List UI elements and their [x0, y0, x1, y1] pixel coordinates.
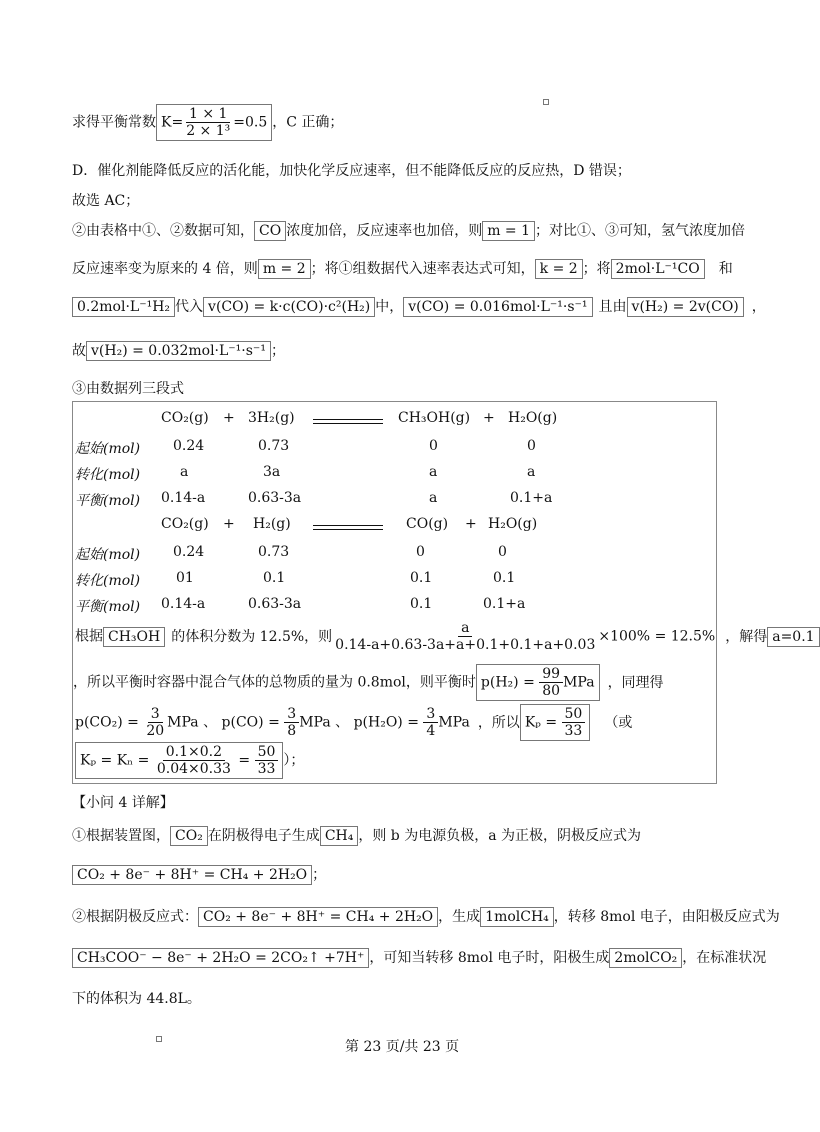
table1-row-initial: 起始(mol) 0.24 0.73 0 0 — [75, 438, 536, 457]
v-h2-value: v(H₂) = 0.032mol·L⁻¹·s⁻¹ — [86, 341, 271, 361]
q4-line2: CO₂ + 8e⁻ + 8H⁺ = CH₄ + 2H₂O ； — [72, 864, 326, 885]
v-co-value: v(CO) = 0.016mol·L⁻¹·s⁻¹ — [403, 297, 592, 317]
option-d-text: D．催化剂能降低反应的活化能，加快化学反应速率，但不能降低反应的反应热，D 错误； — [72, 163, 631, 179]
k-expression: K= $\frac{1 \times 1}{\text{2 × 1³}}$ =0.5 — [156, 104, 272, 141]
answer-choice: 故选 AC； — [72, 193, 140, 209]
q4-line1: ①根据装置图， CO₂ 在阴极得电子生成 CH₄ ，则 b 为电源负极，a 为正极，阴极反应式为 — [72, 828, 642, 844]
kp-value: Kₚ = $\frac{50}{33}$ — [520, 704, 591, 741]
anode-equation: CH₃COO⁻ − 8e⁻ + 2H₂O = 2CO₂↑ +7H⁺ — [72, 948, 369, 968]
table1-row-change: 转化(mol) a 3a a a — [75, 464, 536, 483]
scan-mark-bottom — [156, 1036, 162, 1042]
equation-2: CO₂(g) + H₂(g) CO(g) + H₂O(g) — [161, 516, 538, 532]
ch4-formula: CH₄ — [320, 826, 359, 846]
cathode-equation: CO₂ + 8e⁻ + 8H⁺ = CH₄ + 2H₂O — [72, 865, 312, 885]
table2-row-change: 转化(mol) 01 0.1 0.1 0.1 — [75, 570, 516, 589]
equilibrium-constant-line: 求得平衡常数 K= $\frac{1 \times 1}{\text{2 × 1³}}$ =0.5 ，C 正确； — [72, 104, 343, 141]
h2-concentration: 0.2mol·L⁻¹H₂ — [72, 297, 175, 317]
table2-row-initial: 起始(mol) 0.24 0.73 0 0 — [75, 544, 507, 563]
volume-fraction-line: 根据 CH₃OH 的体积分数为 12.5%，则 $\frac{a}{0.14-a+0.63-3a+a+0.1+0.1+a+0.03}$ ×100% = 12.5% ，解得 a=0.1 — [75, 620, 820, 653]
co2-formula: CO₂ — [170, 826, 208, 846]
volume-fraction: $\frac{a}{0.14-a+0.63-3a+a+0.1+0.1+a+0.03}$ — [335, 620, 596, 654]
mol-ch4: 1molCH₄ — [480, 907, 554, 927]
partial-pressures-line: p(CO₂) = $\frac{3}{20}$ MPa 、 p(CO) = $\frac{3}{8}$ MPa 、 p(H₂O) = $\frac{3}{4}$ MPa ，所以 Kₚ = $\frac{50}{33}$ （或 — [75, 704, 632, 741]
k-equals-2: k = 2 — [535, 259, 583, 279]
q4-line3: ②根据阴极反应式： CO₂ + 8e⁻ + 8H⁺ = CH₄ + 2H₂O ，生成 1molCH₄ ，转移 8mol 电子，由阳极反应式为 — [72, 909, 780, 925]
kp-kn-expression: Kₚ = Kₙ = $\frac{0.1\times 0.2}{0.04\times 0.33}$ = $\frac{50}{33}$ — [75, 742, 283, 779]
rate-equation: v(CO) = k·c(CO)·c²(H₂) — [203, 297, 375, 317]
part2-line3: 0.2mol·L⁻¹H₂ 代入 v(CO) = k·c(CO)·c²(H₂) 中， v(CO) = 0.016mol·L⁻¹·s⁻¹ 且由 v(H₂) = 2v(CO) ， — [72, 296, 766, 317]
co-concentration: 2mol·L⁻¹CO — [611, 259, 705, 279]
total-moles-line: ，所以平衡时容器中混合气体的总物质的量为 0.8mol，则平衡时 p(H₂) = $\frac{99}{80}$ MPa ，同理得 — [73, 664, 664, 701]
m-equals-2: m = 2 — [258, 259, 311, 279]
mol-co2: 2molCO₂ — [609, 948, 682, 968]
p-h2: p(H₂) = $\frac{99}{80}$ MPa — [476, 664, 600, 701]
reversible-arrow — [313, 417, 383, 427]
part2-line1: ②由表格中①、②数据可知， CO 浓度加倍，反应速率也加倍，则 m = 1 ；对比①、③可知，氢气浓度加倍 — [72, 223, 746, 239]
m-equals-1: m = 1 — [482, 221, 535, 241]
table2-row-equilibrium: 平衡(mol) 0.14-a 0.63-3a 0.1 0.1+a — [75, 596, 526, 615]
table1-row-equilibrium: 平衡(mol) 0.14-a 0.63-3a a 0.1+a — [75, 490, 553, 509]
scan-mark-top — [543, 99, 549, 105]
ch3oh-formula: CH₃OH — [103, 627, 165, 647]
part3-title: ③由数据列三段式 — [72, 381, 184, 397]
part2-line2: 反应速率变为原来的 4 倍，则 m = 2 ；将①组数据代入速率表达式可知， k = 2 ；将 2mol·L⁻¹CO 和 — [72, 261, 733, 277]
q4-line4: CH₃COO⁻ − 8e⁻ + 2H₂O = 2CO₂↑ +7H⁺ ，可知当转移 8mol 电子时，阳极生成 2molCO₂ ，在标准状况 — [72, 947, 766, 968]
reversible-arrow — [313, 523, 383, 533]
equation-1: CO₂(g) + 3H₂(g) CH₃OH(g) + H₂O(g) — [161, 410, 558, 426]
kp-kn-line: Kₚ = Kₙ = $\frac{0.1\times 0.2}{0.04\times 0.33}$ = $\frac{50}{33}$ ）； — [75, 742, 304, 779]
page-footer: 第 23 页/共 23 页 — [345, 1039, 460, 1055]
co-formula: CO — [254, 221, 286, 241]
cathode-equation-2: CO₂ + 8e⁻ + 8H⁺ = CH₄ + 2H₂O — [198, 907, 438, 927]
q4-title: 【小问 4 详解】 — [72, 795, 174, 811]
a-value: a=0.1 — [767, 627, 819, 647]
q4-line5: 下的体积为 44.8L。 — [72, 991, 201, 1007]
three-stage-box — [72, 401, 815, 784]
v-relation: v(H₂) = 2v(CO) — [627, 297, 744, 317]
part2-line4: 故 v(H₂) = 0.032mol·L⁻¹·s⁻¹ ； — [72, 343, 285, 359]
